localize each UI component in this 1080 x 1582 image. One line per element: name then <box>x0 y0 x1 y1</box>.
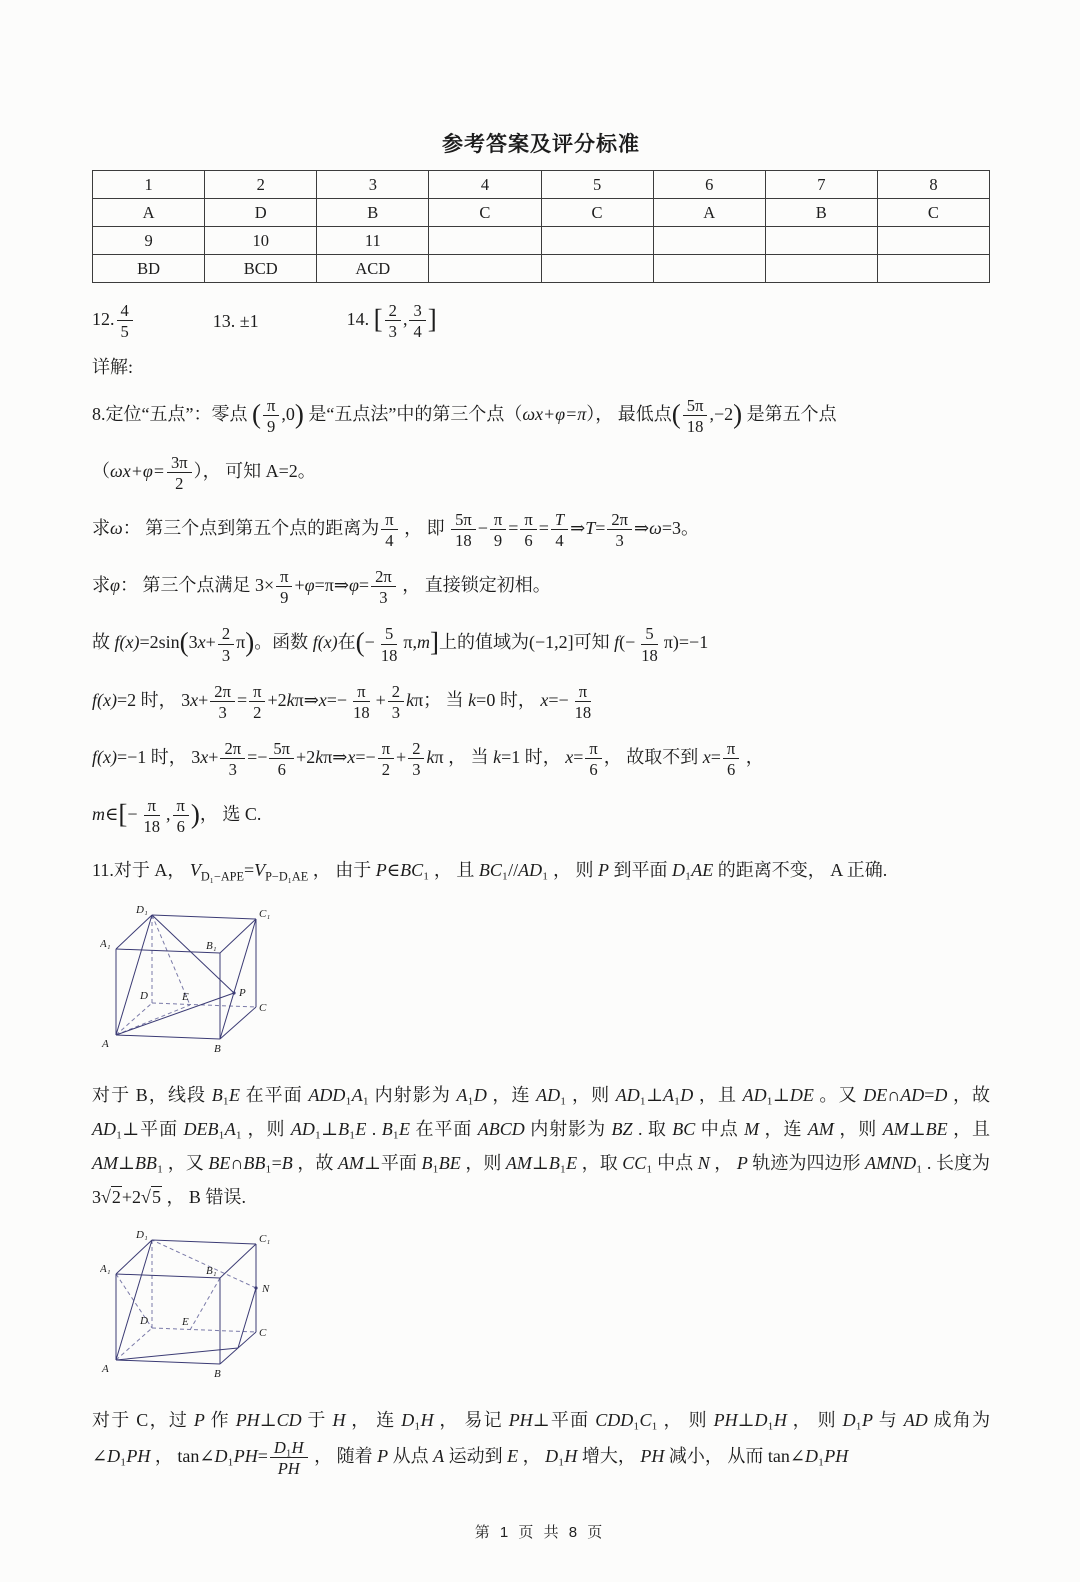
answer-table-answers-row-1 <box>93 199 990 227</box>
answer-13: 13. ±1 <box>212 310 259 331</box>
table-cell: 4 <box>429 171 541 199</box>
table-cell: C <box>877 199 989 227</box>
table-cell: 6 <box>653 171 765 199</box>
table-cell: 9 <box>93 227 205 255</box>
vertex-label: E <box>182 1316 189 1329</box>
table-cell <box>653 255 765 283</box>
table-cell <box>541 255 653 283</box>
page-footer: 第 1 页 共 8 页 <box>474 1523 606 1541</box>
table-cell <box>541 227 653 255</box>
vertex-label: C₁ <box>259 1233 271 1246</box>
vertex-label: B₁ <box>206 1265 217 1278</box>
vertex-label: D <box>140 1315 148 1328</box>
vertex-label: P <box>239 986 246 999</box>
vertex-label: C <box>259 1327 267 1340</box>
solution-line: f(x)=−1 时， 3x+ $\frac{2\pi}{3}$ =− $\frac{5\pi}{6}$ +2kπ⇒x=− $\frac{\pi}{2}$ + $\frac{2}{3}$ kπ ， 当 k=1 时， x= $\frac{\pi}{6}$ ， 故取不到 x= $\frac{\pi}{6}$ ， <box>92 738 764 779</box>
table-cell <box>877 255 989 283</box>
table-cell: B <box>765 199 877 227</box>
cube-figure-1 <box>100 903 990 1064</box>
table-cell: 5 <box>541 171 653 199</box>
vertex-label: D <box>140 989 148 1002</box>
solution-paragraph-b: 对于 B，线段 B₁E 在平面 ADD₁A₁ 内射影为 A₁D ，连 AD₁ ，则 AD₁⊥A₁D ，且 AD₁⊥DE 。又 DE∩AD=D ，故 AD₁⊥平面 DEB₁A₁ ，则 AD₁⊥B₁E . B₁E 在平面 ABCD 内射影为 BZ . 取 BC 中点 M ，连 AM ，则 AM⊥BE ，且 AM⊥BB₁ ，又 BE∩BB₁=B ，故 AM⊥平面 B₁BE ，则 AM⊥B₁E ，取 CC₁ 中点 N ， P 轨迹为四边形 AMND₁ . 长度为 3√2+2√5 ， B 错误. <box>92 1084 991 1208</box>
table-cell: D <box>205 199 317 227</box>
solution-line: 故 f(x)=2sin(3x+ $\frac{2}{3}$ π)。函数 f(x)在(− $\frac{5}{18}$ π,m]上的值域为(−1,2]可知 f(− $\frac{5}{18}$ π)=−1 <box>92 624 709 665</box>
vertex-label: A₁ <box>100 937 111 950</box>
vertex-label: C <box>259 1001 267 1014</box>
solution-paragraph-c: 对于 C，过 P 作 PH⊥CD 于 H ， 连 D₁H ， 易记 PH⊥平面 CDD₁C₁ ， 则 PH⊥D₁H ， 则 D₁P 与 AD 成角为 ∠D₁PH ， tan∠D₁PH= $\frac{\text{D₁H}}{PH}$ ， 随着 P 从点 A 运动到 E ， D₁H 增大， PH 减小， 从而 tan∠D₁PH <box>92 1410 991 1478</box>
table-cell: 7 <box>765 171 877 199</box>
table-cell: C <box>429 199 541 227</box>
table-cell: 1 <box>93 171 205 199</box>
page-title: 参考答案及评分标准 <box>442 132 640 156</box>
solution-8 <box>92 396 990 836</box>
vertex-label: C₁ <box>259 907 271 920</box>
solution-line: f(x)=2 时， 3x+ $\frac{2\pi}{3}$ = $\frac{\pi}{2}$ +2kπ⇒x=− $\frac{\pi}{18}$ + $\frac{2}{3}$ kπ； 当 k=0 时， x=− $\frac{\pi}{18}$ <box>92 681 592 722</box>
table-cell: C <box>541 199 653 227</box>
table-cell: 3 <box>317 171 429 199</box>
vertex-label: B <box>214 1042 221 1055</box>
table-cell <box>765 255 877 283</box>
vertex-label: B₁ <box>206 939 217 952</box>
table-cell: BCD <box>205 255 317 283</box>
table-cell: 11 <box>317 227 429 255</box>
vertex-label: N <box>262 1283 270 1296</box>
cube-figure-2 <box>100 1228 990 1389</box>
vertex-label: D₁ <box>136 903 148 916</box>
table-cell <box>765 227 877 255</box>
table-cell <box>429 255 541 283</box>
detail-label: 详解: <box>92 357 134 378</box>
vertex-label: A <box>102 1363 109 1376</box>
table-cell <box>429 227 541 255</box>
fill-in-answers <box>92 301 990 341</box>
solution-11 <box>92 853 990 1478</box>
solution-line: 8.定位“五点”：零点 ( $\frac{\pi}{9}$ ,0) 是“五点法”中的第三个点（ωx+φ=π）， 最低点( $\frac{5\pi}{18}$ ,−2) 是第五个点 <box>92 396 837 437</box>
answer-table-answers-row-2 <box>93 255 990 283</box>
table-cell: 8 <box>877 171 989 199</box>
vertex-label: B <box>214 1368 221 1381</box>
vertex-label: E <box>182 990 189 1003</box>
table-cell: A <box>653 199 765 227</box>
vertex-label: A₁ <box>100 1263 111 1276</box>
table-cell: A <box>93 199 205 227</box>
answer-12: 12. $\frac{4}{5}$ <box>92 301 135 341</box>
table-cell <box>877 227 989 255</box>
solution-line: 求ω： 第三个点到第五个点的距离为 $\frac{\pi}{4}$ ， 即 $\frac{5\pi}{18}$ − $\frac{\pi}{9}$ = $\frac{\pi}{6}$ = $\frac{T}{4}$ ⇒T= $\frac{2\pi}{3}$ ⇒ω=3。 <box>92 510 699 551</box>
table-cell <box>653 227 765 255</box>
solution-paragraph-a: 11.对于 A， $V_{D_1-APE}=V_{P-D_1AE}$ ， 由于 P∈BC₁ ， 且 BC₁//AD₁ ， 则 P 到平面 D₁AE 的距离不变， A 正确. <box>92 859 888 884</box>
solution-line: 求φ： 第三个点满足 3× $\frac{\pi}{9}$ +φ=π⇒φ= $\frac{2\pi}{3}$ ， 直接锁定初相。 <box>92 567 551 608</box>
table-cell: B <box>317 199 429 227</box>
vertex-label: A <box>102 1037 109 1050</box>
cube-diagram-2 <box>100 1228 285 1384</box>
table-cell: 2 <box>205 171 317 199</box>
solution-line: m∈[− $\frac{\pi}{18}$ , $\frac{\pi}{6}$ )， 选 C. <box>92 795 262 836</box>
cube-diagram-1 <box>100 903 285 1059</box>
vertex-label: D₁ <box>136 1229 148 1242</box>
table-cell: 10 <box>205 227 317 255</box>
table-cell: ACD <box>317 255 429 283</box>
table-cell: BD <box>93 255 205 283</box>
answer-table-header-row-1 <box>93 171 990 199</box>
answer-table-header-row-2 <box>93 227 990 255</box>
answer-table <box>92 170 990 283</box>
solution-line: （ωx+φ= $\frac{3\pi}{2}$ ）， 可知 A=2。 <box>92 453 316 494</box>
answer-14: 14. [ $\frac{2}{3}$ , $\frac{3}{4}$ ] <box>346 301 437 342</box>
